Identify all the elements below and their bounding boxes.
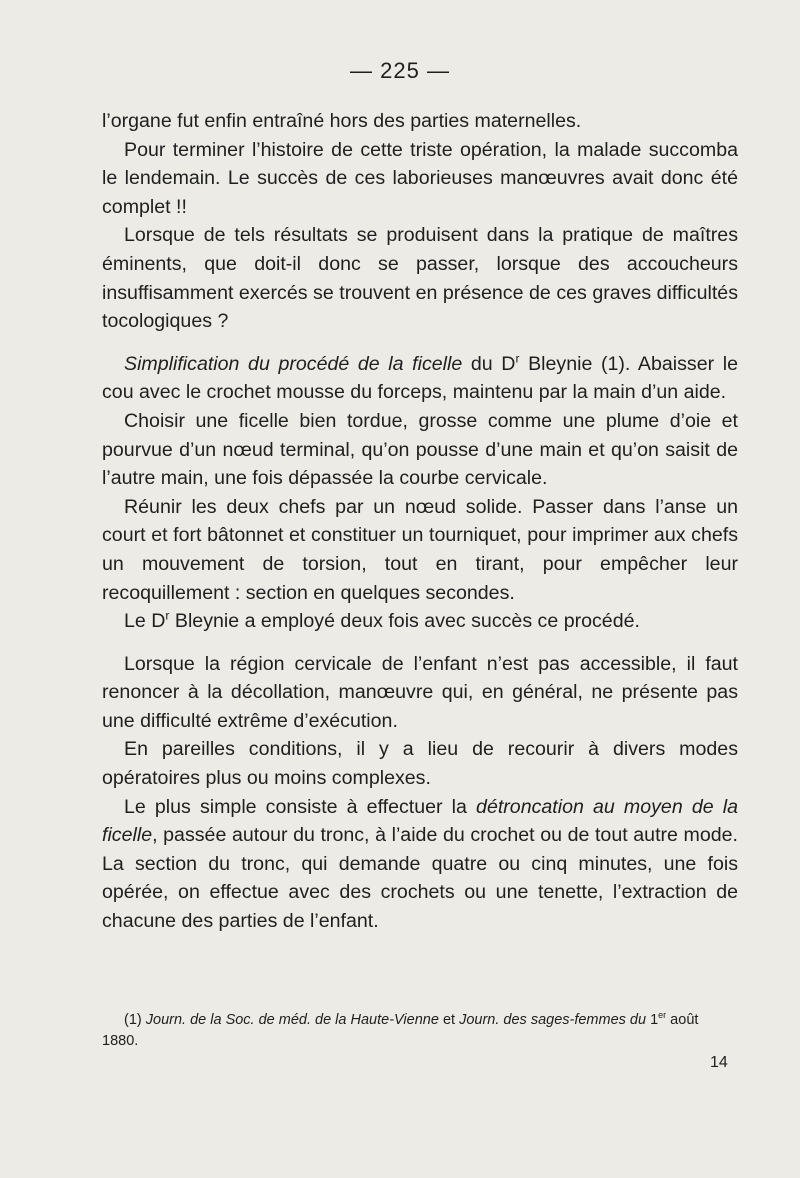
paragraph-10-rest: , passée autour du tronc, à l’aide du crochet ou de tout autre mode. La section du tronc, qui demande quatre ou cinq minutes, une fois opérée, on effectue avec des crochets ou une tenette, l’extraction de chacune des parties de l’enfant. <box>102 824 738 933</box>
paragraph-8: Lorsque la région cervicale de l’enfant n’est pas accessible, il faut renoncer à la décollation, manœuvre qui, en général, ne présente pas une difficulté extrême d’exécution. <box>102 652 738 732</box>
footnote-marker: (1) <box>124 1012 142 1028</box>
doctor-superscript: r <box>165 608 170 623</box>
section-title: Simplification du procédé de la ficelle <box>124 352 463 375</box>
footnote-date-post: août 1880. <box>102 1012 699 1049</box>
footnote-journal-1: Journ. de la Soc. de méd. de la Haute-Vienne <box>145 1012 439 1028</box>
footnote-connector: et <box>438 1012 460 1028</box>
paragraph-10 <box>102 793 738 936</box>
body-text <box>102 107 738 936</box>
paragraph-10-start: Le plus simple consiste à effectuer la <box>124 795 477 818</box>
paragraph-9: En pareilles conditions, il y a lieu de recourir à divers modes opératoires plus ou moins complexes. <box>102 738 738 790</box>
page-number: — 225 — <box>350 58 450 83</box>
paragraph-5: Choisir une ficelle bien tordue, grosse comme une plume d’oie et pourvue d’un nœud terminal, qu’on pousse d’une main et qu’on saisit de l’autre main, une fois dépassée la courbe cervicale. <box>102 409 738 490</box>
paragraph-10-italic: détroncation au moyen de la ficelle <box>102 795 738 847</box>
signature-mark: 14 <box>710 1054 728 1071</box>
paragraph-4-rest: Bleynie (1). Abaisser le cou avec le crochet mousse du forceps, maintenu par la main d’un aide. <box>102 352 738 404</box>
paragraph-1: l’organe fut enfin entraîné hors des parties maternelles. <box>102 110 582 132</box>
paragraph-7-start: Le D <box>124 610 166 633</box>
footnote-journal-2: Journ. des sages-femmes du <box>459 1012 647 1028</box>
footnote <box>102 1010 738 1052</box>
footnote-date-sup: er <box>658 1010 667 1021</box>
paragraph-6: Réunir les deux chefs par un nœud solide. Passer dans l’anse un court et fort bâtonnet et constituer un tourniquet, pour imprimer aux chefs un mouvement de torsion, tout en tirant, pour empêcher leur recoquillement : section en quelques secondes. <box>102 495 738 604</box>
paragraph-7 <box>102 607 738 636</box>
doctor-superscript: r <box>515 351 520 366</box>
paragraph-4 <box>102 350 738 407</box>
section-title-suffix: du D <box>462 352 516 375</box>
footnote-date-pre: 1 <box>646 1012 659 1028</box>
paragraph-7-rest: Bleynie a employé deux fois avec succès ce procédé. <box>169 610 640 633</box>
paragraph-2: Pour terminer l’histoire de cette triste opération, la malade succomba le lendemain. Le succès de ces laborieuses manœuvres avait donc été complet !! <box>102 138 738 218</box>
paragraph-3: Lorsque de tels résultats se produisent dans la pratique de maîtres éminents, que doit-il donc se passer, lorsque des accoucheurs insuffisamment exercés se trouvent en présence de ces graves difficultés tocologiques ? <box>102 224 738 333</box>
